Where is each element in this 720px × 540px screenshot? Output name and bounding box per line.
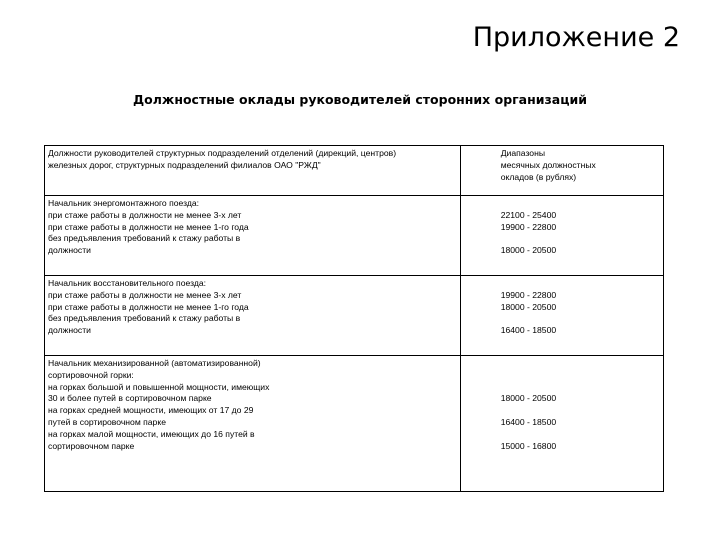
line-spacer	[501, 358, 660, 370]
position-line: при стаже работы в должности не менее 1-го года	[48, 301, 249, 312]
salary-table	[44, 145, 664, 492]
line-spacer	[501, 382, 660, 394]
position-line: Начальник энергомонтажного поезда:	[48, 198, 200, 208]
line-spacer	[501, 198, 660, 210]
position-cell	[45, 196, 461, 276]
appendix-label: Приложение 2	[472, 22, 680, 53]
salary-range: 19900 - 22800	[500, 221, 557, 232]
line-spacer	[501, 405, 660, 417]
range-cell	[460, 276, 663, 356]
salary-range: 16400 - 18500	[500, 416, 557, 427]
position-line: должности	[48, 245, 91, 256]
header-position-line: Должности руководителей структурных подразделений отделений (дирекций, центров)	[48, 148, 397, 158]
header-range-line: Диапазоны	[500, 148, 546, 158]
position-line: сортировочном парке	[48, 440, 135, 451]
header-range-cell	[460, 146, 663, 196]
range-cell	[460, 196, 663, 276]
line-spacer	[501, 278, 660, 290]
line-spacer	[501, 313, 660, 325]
salary-range: 16400 - 18500	[500, 325, 557, 336]
salary-range: 18000 - 20500	[500, 301, 557, 312]
header-position-line: железных дорог, структурных подразделений филиалов ОАО "РЖД"	[48, 159, 321, 170]
header-position-cell	[45, 146, 461, 196]
salary-range: 22100 - 25400	[500, 209, 557, 220]
position-line: сортировочной горки:	[48, 369, 134, 380]
salary-range: 15000 - 16800	[500, 440, 557, 451]
position-line: путей в сортировочном парке	[48, 416, 166, 427]
position-line: при стаже работы в должности не менее 3-х лет	[48, 209, 242, 220]
salary-range: 18000 - 20500	[500, 245, 557, 256]
range-cell	[460, 356, 663, 492]
position-line: без предъявления требований к стажу работы в	[48, 313, 241, 324]
position-line: на горках средней мощности, имеющих от 17 до 29	[48, 405, 254, 416]
position-line: должности	[48, 325, 91, 336]
line-spacer	[501, 233, 660, 245]
salary-range: 19900 - 22800	[500, 289, 557, 300]
header-range-line: месячных должностных	[500, 159, 596, 170]
position-line: на горках малой мощности, имеющих до 16 путей в	[48, 428, 255, 439]
position-line: без предъявления требований к стажу работы в	[48, 233, 241, 244]
table-header-row	[45, 146, 664, 196]
table-row	[45, 356, 664, 492]
position-line: Начальник восстановительного поезда:	[48, 278, 207, 288]
position-line: при стаже работы в должности не менее 1-го года	[48, 221, 249, 232]
position-line: 30 и более путей в сортировочном парке	[48, 393, 212, 404]
page-title: Должностные оклады руководителей сторонних организаций	[133, 92, 587, 107]
position-line: на горках большой и повышенной мощности, имеющих	[48, 381, 270, 392]
position-cell	[45, 356, 461, 492]
salary-range: 18000 - 20500	[500, 393, 557, 404]
line-spacer	[501, 429, 660, 441]
position-line: Начальник механизированной (автоматизированной)	[48, 358, 261, 368]
position-line: при стаже работы в должности не менее 3-х лет	[48, 289, 242, 300]
header-range-line: окладов (в рублях)	[500, 171, 577, 182]
line-spacer	[501, 370, 660, 382]
table-row	[45, 276, 664, 356]
table-row	[45, 196, 664, 276]
position-cell	[45, 276, 461, 356]
